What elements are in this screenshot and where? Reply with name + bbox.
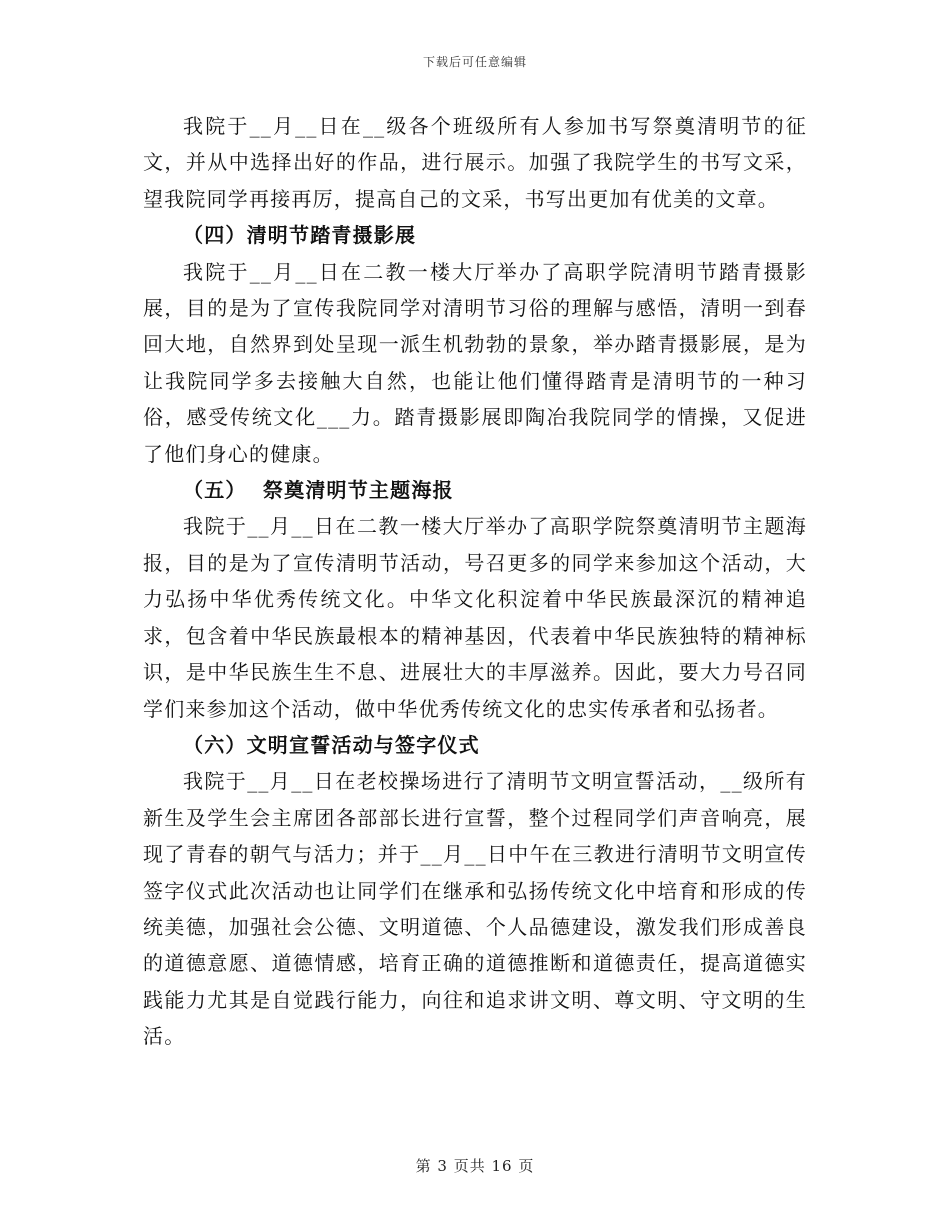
section-heading-photo-exhibition: （四）清明节踏青摄影展 bbox=[183, 223, 417, 248]
paragraph-essay-contest: 我院于__月__日在__级各个班级所有人参加书写祭奠清明节的征文，并从中选择出好的作品，进行展示。加强了我院学生的书写文采，望我院同学再接再厉，提高自己的文采，书写出更加有优美的文章。 bbox=[143, 114, 807, 211]
paragraph-poster: 我院于__月__日在二教一楼大厅举办了高职学院祭奠清明节主题海报，目的是为了宣传清明节活动，号召更多的同学来参加这个活动，大力弘扬中华优秀传统文化。中华文化积淀着中华民族最深沉的精神追求，包含着中华民族最根本的精神基因，代表着中华民族独特的精神标识，是中华民族生生不息、进展壮大的丰厚滋养。因此，要大力号召同学们来参加这个活动，做中华优秀传统文化的忠实传承者和弘扬者。 bbox=[143, 514, 807, 721]
section-heading-poster: （五） 祭奠清明节主题海报 bbox=[183, 478, 454, 503]
document-body bbox=[143, 108, 807, 1055]
page-header: 下载后可任意编辑 bbox=[422, 55, 527, 69]
paragraph-oath-signing: 我院于__月__日在老校操场进行了清明节文明宣誓活动，__级所有新生及学生会主席团各部部长进行宣誓，整个过程同学们声音响亮，展现了青春的朝气与活力；并于__月__日中午在三教进行清明节文明宣传签字仪式此次活动也让同学们在继承和弘扬传统文化中培育和形成的传统美德，加强社会公德、文明道德、个人品德建设，激发我们形成善良的道德意愿、道德情感，培育正确的道德推断和道德责任，提高道德实践能力尤其是自觉践行能力，向往和追求讲文明、尊文明、守文明的生活。 bbox=[143, 769, 807, 1049]
paragraph-photo-exhibition: 我院于__月__日在二教一楼大厅举办了高职学院清明节踏青摄影展，目的是为了宣传我院同学对清明节习俗的理解与感悟，清明一到春回大地，自然界到处呈现一派生机勃勃的景象，举办踏青摄影展，是为让我院同学多去接触大自然，也能让他们懂得踏青是清明节的一种习俗，感受传统文化___力。踏青摄影展即陶冶我院同学的情操，又促进了他们身心的健康。 bbox=[143, 259, 807, 466]
section-heading-oath-signing: （六）文明宣誓活动与签字仪式 bbox=[183, 732, 480, 757]
page-number: 第 3 页共 16 页 bbox=[415, 1157, 535, 1175]
